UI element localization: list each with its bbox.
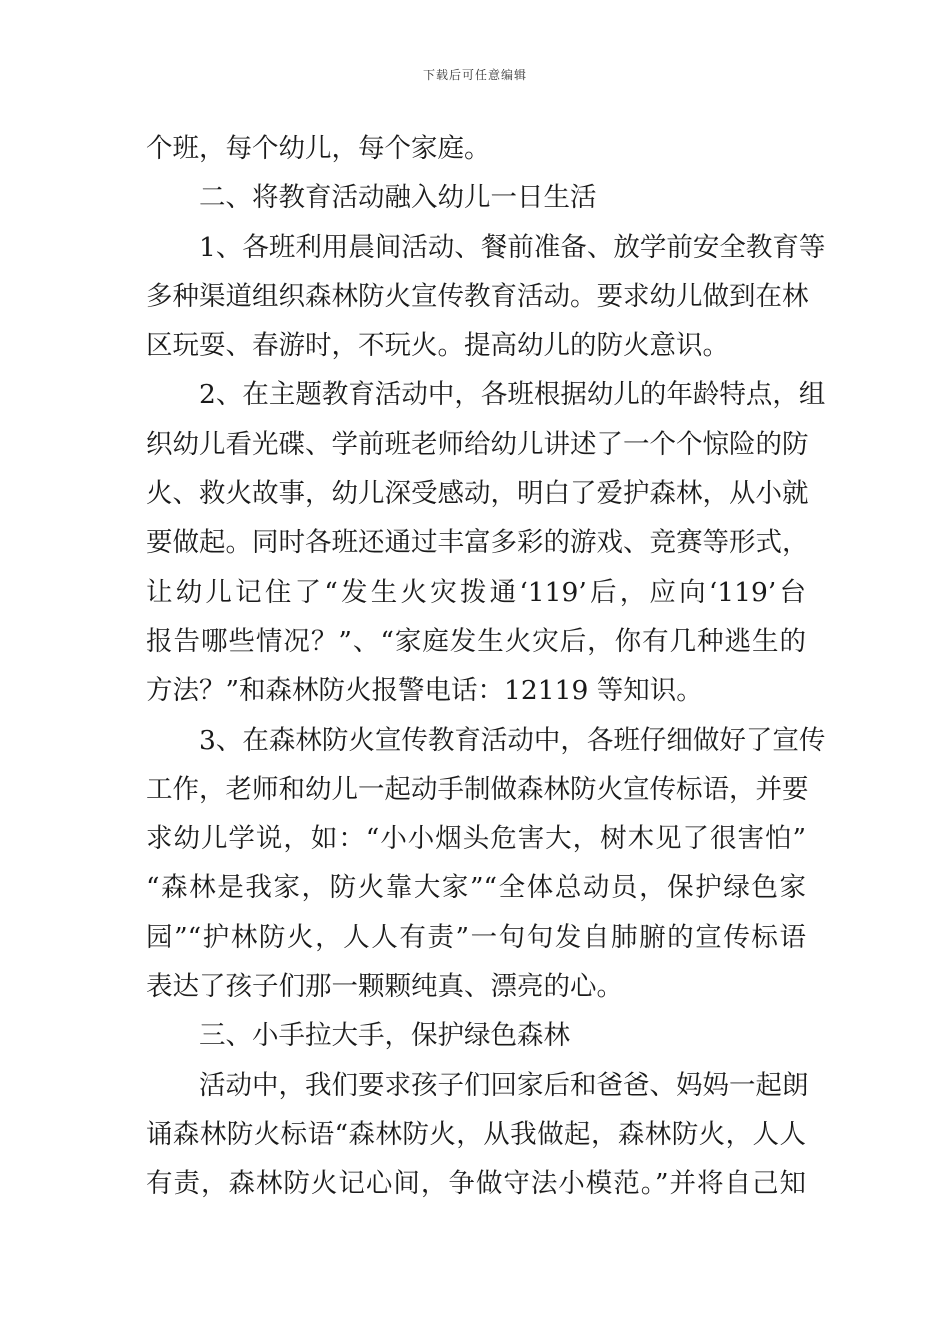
document-body [146,128,826,1213]
text-line: 诵森林防火标语“森林防火，从我做起，森林防火，人人 [146,1118,806,1150]
text-line: “森林是我家，防火靠大家”“全体总动员，保护绿色家 [146,872,806,904]
text-line: 1、各班利用晨间活动、餐前准备、放学前安全教育等 [199,231,826,263]
text-line: 有责，森林防火记心间，争做守法小模范。”并将自己知 [146,1168,806,1200]
text-line: 多种渠道组织森林防火宣传教育活动。要求幼儿做到在林 [146,280,809,312]
text-line: 工作，老师和幼儿一起动手制做森林防火宣传标语，并要 [146,773,809,805]
text-line: 活动中，我们要求孩子们回家后和爸爸、妈妈一起朗 [199,1069,809,1101]
text-line: 2、在主题教育活动中，各班根据幼儿的年龄特点，组 [199,379,826,411]
text-line: 要做起。同时各班还通过丰富多彩的游戏、竞赛等形式， [146,527,809,559]
text-line: 表达了孩子们那一颗颗纯真、漂亮的心。 [146,971,623,1003]
text-line: 求幼儿学说，如：“小小烟头危害大，树木见了很害怕” [146,823,806,855]
page-header: 下载后可任意编辑 [422,68,527,82]
text-line: 区玩耍、春游时，不玩火。提高幼儿的防火意识。 [146,330,729,362]
text-line: 3、在森林防火宣传教育活动中，各班仔细做好了宣传 [199,724,826,756]
text-line: 园”“护林防火，人人有责”一句句发自肺腑的宣传标语 [146,921,806,953]
text-line: 个班，每个幼儿，每个家庭。 [146,133,491,164]
text-line: 报告哪些情况？”、“家庭发生火灾后，你有几种逃生的 [146,625,806,657]
text-line: 火、救火故事，幼儿深受感动，明白了爱护森林，从小就 [146,478,809,510]
text-line: 织幼儿看光碟、学前班老师给幼儿讲述了一个个惊险的防 [146,428,809,460]
text-line: 方法？”和森林防火报警电话：12119 等知识。 [146,675,703,707]
text-line: 二、将教育活动融入幼儿一日生活 [199,182,597,214]
text-line: 让幼儿记住了“发生火灾拨通‘119’后，应向‘119’台 [146,576,806,608]
text-line: 三、小手拉大手，保护绿色森林 [199,1020,570,1052]
